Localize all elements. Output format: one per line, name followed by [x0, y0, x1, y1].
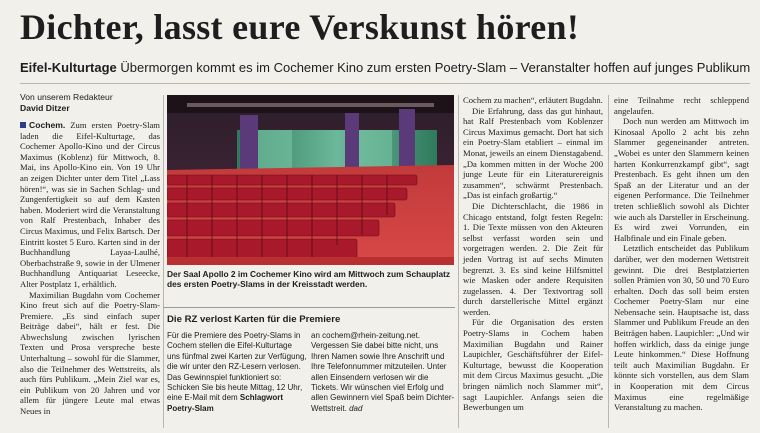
dateline: Cochem.	[29, 120, 66, 130]
paragraph-text: Zum ersten Poetry-Slam laden die Eifel-Kulturtage, das Cochemer Apollo-Kino und der Circus Maximus (Koblenz) für Mittwoch, 8. Mai, ins Apollo-Kino ein. Von 19 Uhr an zeigen Dichter unter dem Titel „Lass hören!“, was sie in Sachen Schlag- und Zungenfertigkeit so auf dem Kasten haben. Moderiert wird die Veranstaltung von Ralf Prestenbach, Inhaber des Circus Maximus, und Felix Bartsch. Der Eintritt kostet 5 Euro. Karten sind in der Buchhandlung Layaa-Laulhé, Oberbachstraße 9, sowie in der Ulmener Buchhandlung Antiquariat Leseecke, Alter Postplatz 1, erhältlich.	[20, 120, 160, 289]
rz-box-text: Für die Premiere des Poetry-Slams in Cochem stellen die Eifel-Kulturtage uns fünfmal zwei Karten zur Verfügung, die wir unter den RZ-Lesern verlosen. Das Gewinnspiel funktioniert so: Schicken Sie bis heute Mittag, 12 Uhr, eine E-Mail mit dem	[167, 331, 307, 403]
paragraph: Die Dichterschlacht, die 1986 in Chicago entstand, folgt festen Regeln: 1. Die Texte müssen von den Akteuren selbst verfasst worden sein und vorgetragen werden. 2. Die Zeit für jeden Vortrag ist auf sechs Minuten begrenzt. 3. Es sind keine Hilfsmittel wie Masken oder andere Requisiten zugelassen. 4. Der Textvortrag soll durch darstellerische Mittel ergänzt werden.	[463, 200, 603, 317]
divider	[20, 83, 750, 84]
cinema-hall-image	[167, 95, 454, 265]
paragraph: Für die Organisation des ersten Poetry-Slams in Cochem haben Maximilian Bugdahn und Rainer Laupichler, Geschäftsführer der Eifel-Kulturtage, bewusst die Kooperation mit dem Circus Maximus gesucht. „Die bringen nämlich noch Slammer mit“, sagt Laupichler. Anfangs seien die Bewerbungen um	[463, 317, 603, 413]
article-column-4	[614, 95, 749, 413]
rz-box-column-2	[311, 331, 455, 414]
column-rule	[608, 95, 609, 428]
subhead-text: Übermorgen kommt es im Cochemer Kino zum ersten Poetry-Slam – Veranstalter hoffen auf junges Publikum	[120, 60, 751, 75]
author-signature: dad	[349, 403, 363, 413]
headline: Dichter, lasst eure Verskunst hören!	[20, 7, 580, 47]
subhead-kicker: Eifel-Kulturtage	[20, 60, 117, 75]
byline-role: Von unserem Redakteur	[20, 92, 113, 102]
paragraph	[20, 120, 160, 290]
rz-box-column-1	[167, 331, 307, 414]
article-column-1	[20, 120, 160, 417]
paragraph: Die Erfahrung, dass das gut hinhaut, hat Ralf Prestenbach vom Koblenzer Circus Maximus gemacht. Dort hat sich ein Poetry-Slam etabliert – einmal im Monat, jeweils an einem Dienstagabend. „Da kommen mitten in der Woche 200 junge Leute für ein Literaturereignis zusammen“, schwärmt Prestenbach. „Das ist einfach großartig.“	[463, 105, 603, 201]
paragraph: Maximilian Bugdahn vom Cochemer Kino freut sich auf die Poetry-Slam-Premiere. „Es sind einfach super Beiträge dabei“, hält er fest. Die Abwechslung zwischen lyrischen Texten und Prosa verspreche beste Unterhaltung – sowohl für die Slammer, also die Teilnehmer des Wettstreits, als auch fürs Publikum. „Mein Ziel war es, ein Publikum von 20 Jahren und vor allem für jüngere Leute mal etwas Neues in	[20, 289, 160, 417]
paragraph: Cochem zu machen“, erläutert Bugdahn.	[463, 95, 603, 105]
cinema-photo	[167, 95, 454, 265]
rz-box-text: an cochem@rhein-zeitung.net. Vergessen Sie dabei bitte nicht, uns Ihren Namen sowie Ihre Anschrift und Ihre Telefonnummer mitzuteilen. Unter allen Einsendern verlosen wir die Tickets. Wir wünschen viel Erfolg und allen Gewinnern viel Spaß beim Dichter-Wettstreit.	[311, 331, 455, 413]
paragraph: eine Teilnahme recht schleppend angelaufen.	[614, 95, 749, 116]
byline-author: David Ditzer	[20, 103, 70, 113]
rz-box-keyword: Schlagwort Poetry-Slam	[167, 393, 284, 413]
rz-box-title: Die RZ verlost Karten für die Premiere	[167, 314, 341, 325]
paragraph: Letztlich entscheidet das Publikum darüber, wer den modernen Wettstreit gewinnt. Die drei Bestplatzierten sollen Prämien von 30, 50 und 70 Euro erhalten. Doch das soll beim ersten Cochemer Poetry-Slam nur eine Nebensache sein. Hauptsache ist, dass Slammer und Publikum Freude an den Beiträgen haben. Laupichler: „Und wir hoffen wirklich, dass da einige junge Leute hinkommen.“ Diese Hoffnung teilt auch Maximilian Bugdahn. Er könnte sich vorstellen, aus dem Slam in Kooperation mit dem Circus Maximus eine regelmäßige Veranstaltung zu machen.	[614, 243, 749, 413]
square-marker-icon	[20, 122, 26, 128]
paragraph: Doch nun werden am Mittwoch im Kinosaal Apollo 2 acht bis zehn Slammer gegeneinander antreten. „Wobei es unter den Slammern keinen harten Konkurrenzkampf gibt“, sagt Prestenbach. Es geht ihnen um den Spaß an der Literatur und an der eigenen Performance. Die Teilnehmer treten schließlich sowohl als Dichter wie auch als Darsteller in Erscheinung. Es wird zwei Vorrunden, ein Halbfinale und ein Finale geben.	[614, 116, 749, 243]
column-rule	[458, 95, 459, 428]
byline	[20, 92, 113, 114]
article-column-3	[463, 95, 603, 413]
subheadline	[20, 60, 750, 76]
photo-caption: Der Saal Apollo 2 im Cochemer Kino wird am Mittwoch zum Schauplatz des ersten Poetry-Slams in der Kreisstadt werden.	[167, 269, 451, 290]
